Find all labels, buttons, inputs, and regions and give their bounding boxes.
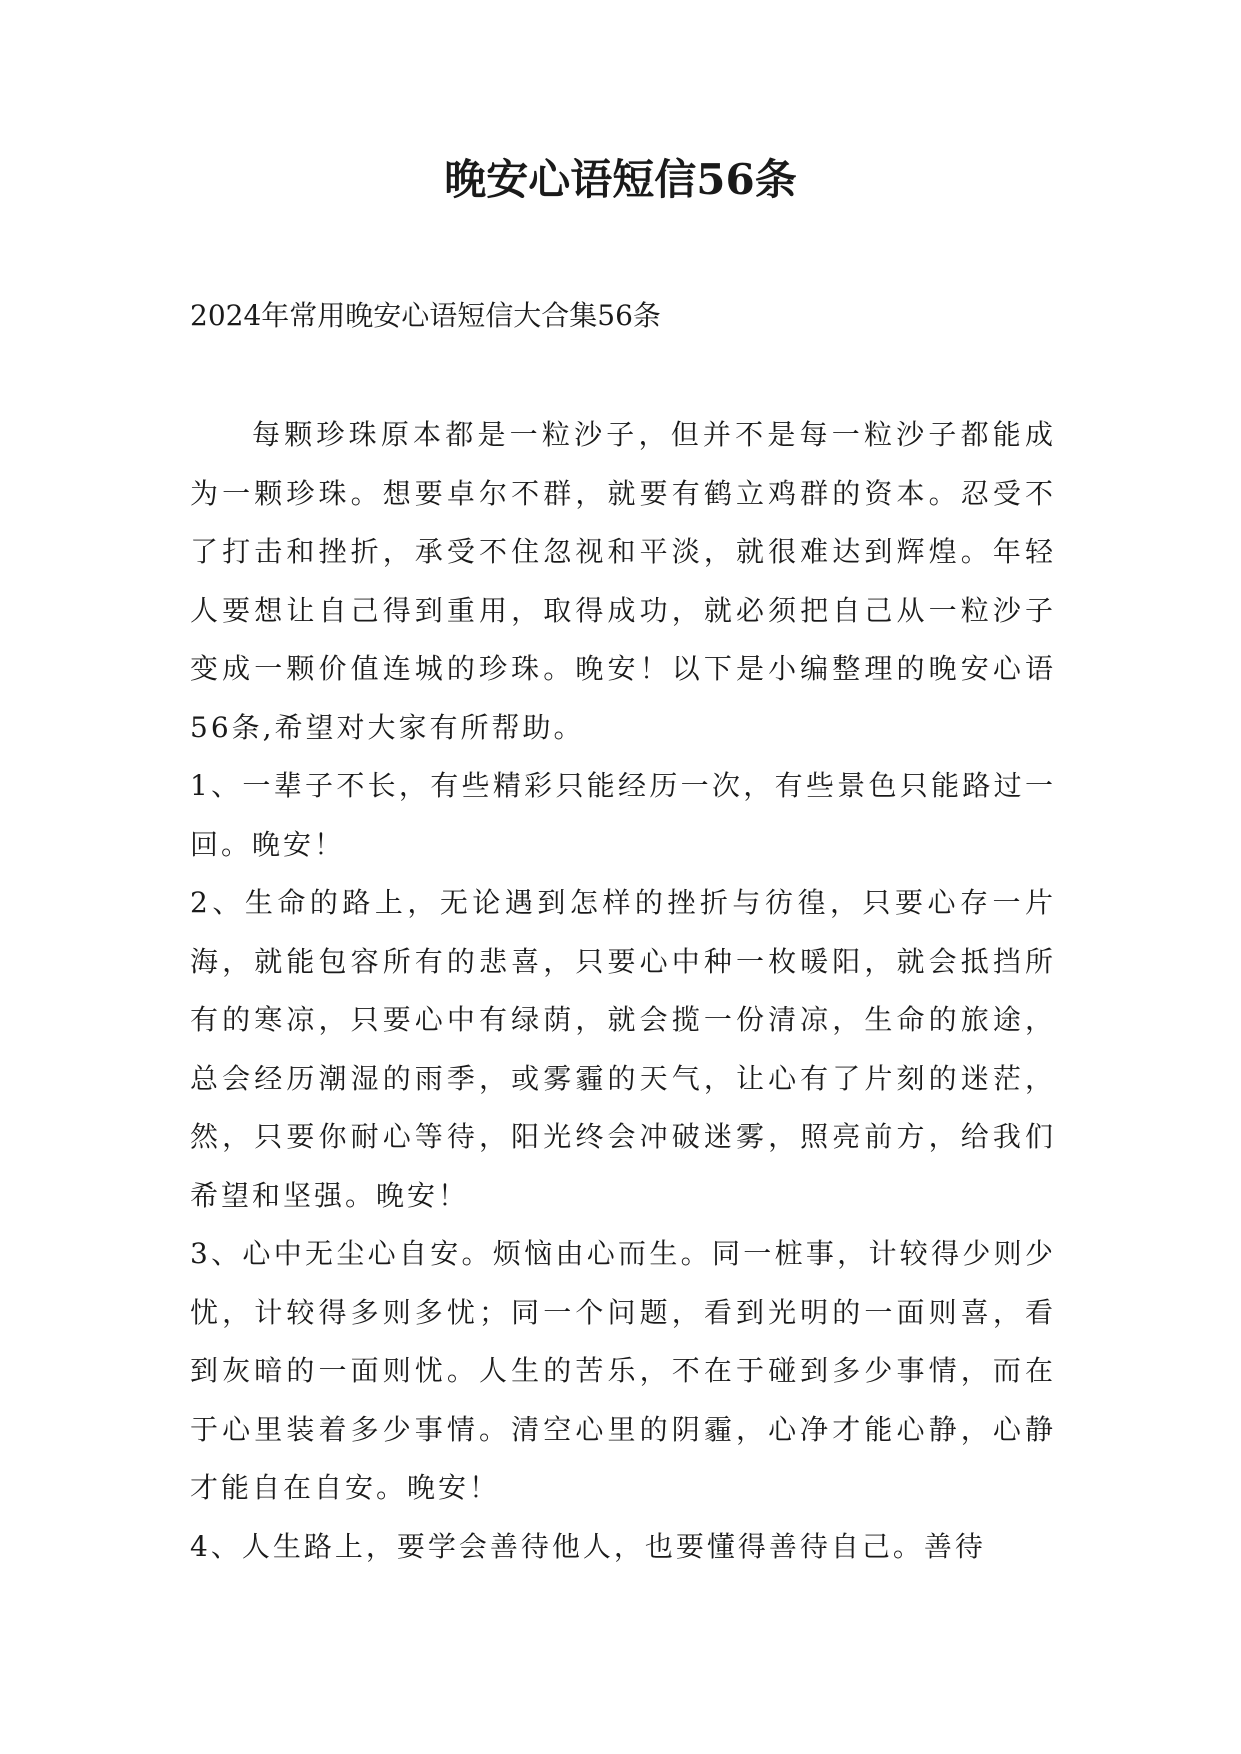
list-item: 1、一辈子不长，有些精彩只能经历一次，有些景色只能路过一回。晚安！ xyxy=(190,769,1056,861)
document-body xyxy=(190,406,1056,1576)
list-item: 4、人生路上，要学会善待他人，也要懂得善待自己。善待 xyxy=(190,1529,986,1563)
intro-paragraph: 每颗珍珠原本都是一粒沙子，但并不是每一粒沙子都能成为一颗珍珠。想要卓尔不群，就要有鹤立鸡群的资本。忍受不了打击和挫折，承受不住忽视和平淡，就很难达到辉煌。年轻人要想让自己得到重用，取得成功，就必须把自己从一粒沙子变成一颗价值连城的珍珠。晚安！以下是小编整理的晚安心语56条,希望对大家有所帮助。 xyxy=(190,418,1056,744)
document-subtitle: 2024年常用晚安心语短信大合集56条 xyxy=(190,299,661,332)
list-item: 2、生命的路上，无论遇到怎样的挫折与彷徨，只要心存一片海，就能包容所有的悲喜，只要心中种一枚暖阳，就会抵挡所有的寒凉，只要心中有绿荫，就会揽一份清凉，生命的旅途，总会经历潮湿的雨季，或雾霾的天气，让心有了片刻的迷茫，然，只要你耐心等待，阳光终会冲破迷雾，照亮前方，给我们希望和坚强。晚安！ xyxy=(190,886,1056,1212)
list-item: 3、心中无尘心自安。烦恼由心而生。同一桩事，计较得少则少忧，计较得多则多忧；同一个问题，看到光明的一面则喜，看到灰暗的一面则忧。人生的苦乐，不在于碰到多少事情，而在于心里装着多少事情。清空心里的阴霾，心净才能心静，心静才能自在自安。晚安！ xyxy=(190,1237,1056,1504)
document-title: 晚安心语短信56条 xyxy=(444,155,797,204)
